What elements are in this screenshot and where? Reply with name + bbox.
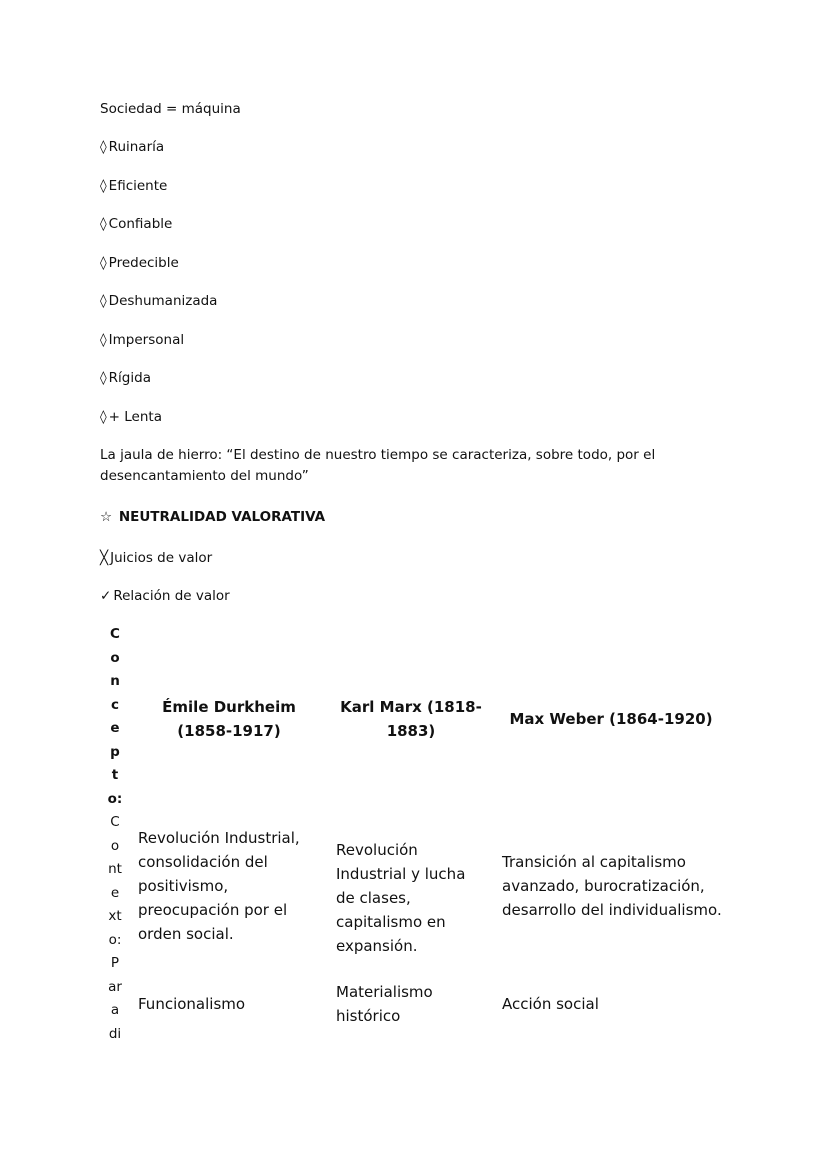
diamond-icon: ◊: [100, 139, 107, 155]
diamond-icon: ◊: [100, 293, 107, 309]
diamond-icon: ◊: [100, 255, 107, 271]
value-relation-item: ✓ Relación de valor: [100, 586, 230, 607]
trait-item: ◊ Predecible: [100, 253, 179, 274]
header-durkheim: Émile Durkheim (1858-1917): [162, 698, 296, 740]
diamond-icon: ◊: [100, 409, 107, 425]
diamond-icon: ◊: [100, 216, 107, 232]
concept-column: C o n c e p t o: C o nt e xt o: P ar a di: [107, 626, 123, 1042]
value-judgement-item: ╳ Juicios de valor: [100, 548, 212, 569]
iron-cage-quote: La jaula de hierro: “El destino de nuestro tiempo se caracteriza, sobre todo, por el desencantamiento del mundo”: [100, 447, 656, 484]
cell-durkheim-context: Revolución Industrial, consolidación del positivismo, preocupación por el orden social.: [138, 829, 300, 943]
cross-icon: ╳: [100, 550, 109, 566]
cell-weber-paradigm: Acción social: [502, 995, 599, 1013]
header-weber: Max Weber (1864-1920): [509, 710, 713, 728]
trait-item: ◊ Confiable: [100, 214, 172, 235]
trait-item: ◊ Ruinaría: [100, 137, 164, 158]
trait-item: ◊ Rígida: [100, 368, 151, 389]
header-marx: Karl Marx (1818-1883): [340, 698, 482, 740]
cell-durkheim-paradigm: Funcionalismo: [138, 995, 246, 1013]
neutrality-heading: ☆ NEUTRALIDAD VALORATIVA: [100, 507, 325, 528]
cell-weber-context: Transición al capitalismo avanzado, burocratización, desarrollo del individualismo.: [502, 853, 722, 919]
trait-item: ◊ Deshumanizada: [100, 291, 217, 312]
cell-marx-paradigm: Materialismo histórico: [336, 983, 433, 1025]
trait-item: ◊ Impersonal: [100, 330, 184, 351]
diamond-icon: ◊: [100, 332, 107, 348]
check-icon: ✓: [100, 588, 112, 604]
diamond-icon: ◊: [100, 370, 107, 386]
trait-item: ◊ Eficiente: [100, 176, 167, 197]
society-heading: Sociedad = máquina: [100, 101, 241, 117]
trait-item: ◊ + Lenta: [100, 407, 162, 428]
star-icon: ☆: [100, 509, 113, 525]
diamond-icon: ◊: [100, 178, 107, 194]
cell-marx-context: Revolución Industrial y lucha de clases, capitalismo en expansión.: [336, 841, 466, 955]
